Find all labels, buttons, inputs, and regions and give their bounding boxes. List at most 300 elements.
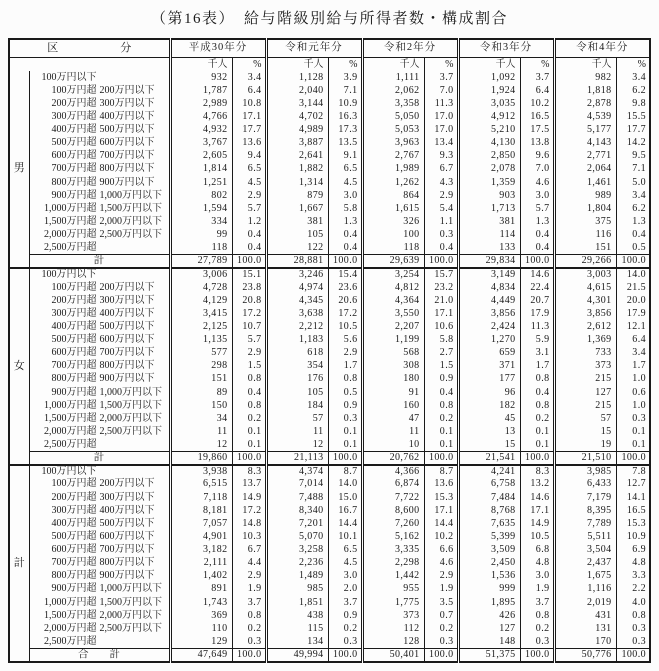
count-cell: 3,985 — [554, 465, 616, 478]
count-cell: 105 — [266, 386, 328, 399]
pct-cell: 0.2 — [520, 622, 554, 635]
pct-cell: 2.9 — [424, 189, 458, 202]
pct-cell: 0.5 — [328, 386, 362, 399]
count-cell: 298 — [170, 360, 232, 373]
pct-cell: 10.9 — [328, 97, 362, 110]
pct-cell: 0.3 — [424, 229, 458, 242]
count-cell: 8,395 — [554, 504, 616, 517]
count-cell: 1,402 — [170, 570, 232, 583]
row-label — [29, 360, 170, 373]
range-from: 300万円超 — [51, 504, 97, 516]
pct-cell: 9.5 — [616, 150, 650, 163]
range-to: 300万円以下 — [99, 294, 155, 306]
bracket-row — [9, 229, 650, 242]
range-from: 600万円超 — [51, 544, 97, 556]
count-cell: 129 — [170, 635, 232, 648]
count-cell: 8,340 — [266, 504, 328, 517]
pct-cell: 1.0 — [616, 399, 650, 412]
pct-cell: 6.4 — [520, 84, 554, 97]
count-cell: 6,758 — [458, 478, 520, 491]
pct-cell: 9.1 — [328, 150, 362, 163]
pct-cell: 9.8 — [616, 97, 650, 110]
count-cell: 864 — [362, 189, 424, 202]
count-cell: 50,401 — [362, 649, 424, 663]
count-cell: 426 — [458, 609, 520, 622]
bracket-row — [9, 386, 650, 399]
pct-cell: 0.8 — [232, 609, 266, 622]
count-cell: 4,989 — [266, 124, 328, 137]
pct-cell: 15.7 — [424, 268, 458, 281]
pct-cell: 0.2 — [232, 412, 266, 425]
range-from: 100万円以下 — [41, 268, 97, 280]
pct-cell: 13.5 — [328, 137, 362, 150]
count-cell: 118 — [170, 242, 232, 255]
count-cell: 8,768 — [458, 504, 520, 517]
count-cell: 99 — [170, 229, 232, 242]
row-label — [29, 635, 170, 648]
pct-cell: 4.0 — [616, 596, 650, 609]
pct-cell: 0.1 — [232, 439, 266, 452]
count-cell: 891 — [170, 583, 232, 596]
count-cell: 2,212 — [266, 320, 328, 333]
count-cell: 2,450 — [458, 557, 520, 570]
pct-cell: 0.8 — [328, 373, 362, 386]
range-to: 800万円以下 — [99, 163, 155, 175]
pct-cell: 3.0 — [328, 189, 362, 202]
row-label — [29, 137, 170, 150]
count-cell: 6,515 — [170, 478, 232, 491]
pct-cell: 100.0 — [616, 649, 650, 663]
bracket-row — [9, 163, 650, 176]
count-cell: 1,199 — [362, 334, 424, 347]
pct-cell: 2.2 — [616, 583, 650, 596]
pct-cell: 6.9 — [616, 544, 650, 557]
bracket-row — [9, 71, 650, 84]
pct-cell: 16.7 — [328, 504, 362, 517]
pct-cell: 17.7 — [232, 124, 266, 137]
pct-cell: 0.4 — [520, 386, 554, 399]
count-cell: 879 — [266, 189, 328, 202]
pct-cell: 4.5 — [328, 557, 362, 570]
range-from: 1,000万円超 — [44, 202, 97, 214]
pct-cell: 12.1 — [616, 320, 650, 333]
pct-cell: 5.7 — [520, 202, 554, 215]
count-cell: 1,675 — [554, 570, 616, 583]
range-from: 1,500万円超 — [44, 215, 97, 227]
total-label: 計 — [29, 452, 170, 465]
count-cell: 2,019 — [554, 596, 616, 609]
count-cell: 6,433 — [554, 478, 616, 491]
row-label — [29, 596, 170, 609]
pct-cell: 6.5 — [232, 163, 266, 176]
count-cell: 3,246 — [266, 268, 328, 281]
count-cell: 3,254 — [362, 268, 424, 281]
pct-cell: 0.8 — [520, 373, 554, 386]
pct-cell: 14.9 — [520, 517, 554, 530]
range-to: 1,000万円以下 — [99, 386, 162, 398]
count-cell: 3,856 — [554, 307, 616, 320]
pct-cell: 14.0 — [616, 268, 650, 281]
count-cell: 8,181 — [170, 504, 232, 517]
count-cell: 29,834 — [458, 255, 520, 268]
count-cell: 91 — [362, 386, 424, 399]
count-cell: 381 — [458, 215, 520, 228]
count-cell: 733 — [554, 347, 616, 360]
pct-cell: 0.8 — [616, 609, 650, 622]
pct-cell: 3.4 — [616, 347, 650, 360]
count-cell: 2,064 — [554, 163, 616, 176]
row-label — [29, 307, 170, 320]
pct-cell: 23.2 — [424, 281, 458, 294]
bracket-row — [9, 360, 650, 373]
group-label: 女 — [9, 268, 29, 465]
pct-cell: 4.4 — [232, 557, 266, 570]
pct-cell: 14.6 — [520, 268, 554, 281]
range-from: 300万円超 — [51, 110, 97, 122]
row-label — [29, 334, 170, 347]
count-cell: 1,743 — [170, 596, 232, 609]
row-label — [29, 609, 170, 622]
count-cell: 3,258 — [266, 544, 328, 557]
count-cell: 3,767 — [170, 137, 232, 150]
range-from: 100万円以下 — [41, 71, 97, 83]
total-label: 計 — [29, 255, 170, 268]
pct-cell: 3.4 — [232, 71, 266, 84]
row-label — [29, 530, 170, 543]
count-cell: 4,974 — [266, 281, 328, 294]
pct-cell: 8.7 — [424, 465, 458, 478]
count-cell: 110 — [170, 622, 232, 635]
pct-cell: 13.7 — [232, 478, 266, 491]
row-label — [29, 189, 170, 202]
unit-count-header: 千人 — [458, 58, 520, 72]
pct-cell: 1.3 — [616, 215, 650, 228]
pct-cell: 14.4 — [328, 517, 362, 530]
count-cell: 2,641 — [266, 150, 328, 163]
pct-cell: 0.8 — [520, 399, 554, 412]
unit-count-header: 千人 — [170, 58, 232, 72]
bracket-row — [9, 478, 650, 491]
row-label — [29, 347, 170, 360]
count-cell: 3,509 — [458, 544, 520, 557]
count-cell: 134 — [266, 635, 328, 648]
count-cell: 7,484 — [458, 491, 520, 504]
pct-cell: 1.9 — [232, 583, 266, 596]
range-from: 200万円超 — [51, 294, 97, 306]
count-cell: 11 — [362, 425, 424, 438]
count-cell: 375 — [554, 215, 616, 228]
pct-cell: 3.4 — [616, 71, 650, 84]
count-cell: 128 — [362, 635, 424, 648]
pct-cell: 5.0 — [616, 176, 650, 189]
count-cell: 2,207 — [362, 320, 424, 333]
range-from: 400万円超 — [51, 517, 97, 529]
bracket-row — [9, 412, 650, 425]
count-cell: 3,182 — [170, 544, 232, 557]
range-to: 2,000万円以下 — [99, 412, 162, 424]
pct-cell: 1.5 — [232, 360, 266, 373]
pct-cell: 15.3 — [424, 491, 458, 504]
unit-count-header: 千人 — [266, 58, 328, 72]
count-cell: 568 — [362, 347, 424, 360]
range-from: 2,000万円超 — [44, 229, 97, 241]
pct-cell: 0.4 — [424, 242, 458, 255]
count-cell: 4,901 — [170, 530, 232, 543]
bracket-row — [9, 307, 650, 320]
count-cell: 105 — [266, 229, 328, 242]
range-from: 2,000万円超 — [44, 425, 97, 437]
count-cell: 5,050 — [362, 110, 424, 123]
bracket-row — [9, 491, 650, 504]
count-cell: 1,787 — [170, 84, 232, 97]
year-header-row — [9, 39, 650, 58]
range-from: 800万円超 — [51, 176, 97, 188]
count-cell: 180 — [362, 373, 424, 386]
pct-cell: 15.3 — [616, 517, 650, 530]
pct-cell: 10.5 — [328, 320, 362, 333]
pct-cell: 3.7 — [520, 596, 554, 609]
count-cell: 2,424 — [458, 320, 520, 333]
count-cell: 3,003 — [554, 268, 616, 281]
range-to: 400万円以下 — [99, 110, 155, 122]
pct-cell: 9.4 — [232, 150, 266, 163]
page-title: （第16表） 給与階級別給与所得者数・構成割合 — [150, 11, 508, 27]
range-to: 1,500万円以下 — [99, 399, 162, 411]
count-cell: 12 — [266, 439, 328, 452]
range-from: 900万円超 — [51, 386, 97, 398]
row-label — [29, 320, 170, 333]
pct-cell: 0.1 — [616, 439, 650, 452]
range-from: 2,500万円超 — [44, 241, 97, 253]
count-cell: 1,804 — [554, 202, 616, 215]
pct-cell: 2.7 — [424, 347, 458, 360]
pct-cell: 20.6 — [328, 294, 362, 307]
pct-cell: 5.4 — [424, 202, 458, 215]
pct-cell: 3.1 — [520, 347, 554, 360]
count-cell: 2,111 — [170, 557, 232, 570]
range-from: 600万円超 — [51, 347, 97, 359]
pct-cell: 16.5 — [520, 110, 554, 123]
bracket-row — [9, 517, 650, 530]
count-cell: 4,449 — [458, 294, 520, 307]
pct-cell: 17.0 — [424, 110, 458, 123]
pct-cell: 1.9 — [424, 583, 458, 596]
count-cell: 133 — [458, 242, 520, 255]
pct-cell: 3.9 — [328, 71, 362, 84]
count-cell: 5,399 — [458, 530, 520, 543]
pct-cell: 13.6 — [424, 478, 458, 491]
count-cell: 2,612 — [554, 320, 616, 333]
pct-cell: 100.0 — [520, 649, 554, 663]
count-cell: 96 — [458, 386, 520, 399]
row-label — [29, 557, 170, 570]
count-cell: 5,162 — [362, 530, 424, 543]
pct-cell: 20.7 — [520, 294, 554, 307]
pct-cell: 0.8 — [424, 399, 458, 412]
pct-cell: 3.7 — [328, 596, 362, 609]
count-cell: 3,035 — [458, 97, 520, 110]
pct-cell: 15.1 — [232, 268, 266, 281]
count-cell: 1,128 — [266, 71, 328, 84]
pct-cell: 14.0 — [328, 478, 362, 491]
count-cell: 989 — [554, 189, 616, 202]
count-cell: 45 — [458, 412, 520, 425]
range-to: 900万円以下 — [99, 176, 155, 188]
count-cell: 29,639 — [362, 255, 424, 268]
pct-cell: 13.2 — [520, 478, 554, 491]
row-label — [29, 124, 170, 137]
count-cell: 7,179 — [554, 491, 616, 504]
pct-cell: 16.5 — [616, 504, 650, 517]
unit-pct-header: % — [232, 58, 266, 72]
pct-cell: 5.9 — [520, 334, 554, 347]
count-cell: 3,006 — [170, 268, 232, 281]
pct-cell: 17.2 — [232, 307, 266, 320]
unit-header-row — [9, 58, 650, 72]
pct-cell: 21.5 — [616, 281, 650, 294]
range-to: 900万円以下 — [99, 373, 155, 385]
pct-cell: 0.4 — [232, 386, 266, 399]
pct-cell: 0.9 — [328, 399, 362, 412]
count-cell: 49,994 — [266, 649, 328, 663]
row-label — [29, 268, 170, 281]
count-cell: 29,266 — [554, 255, 616, 268]
pct-cell: 7.0 — [520, 163, 554, 176]
pct-cell: 5.8 — [424, 334, 458, 347]
pct-cell: 14.6 — [520, 491, 554, 504]
pct-cell: 6.4 — [232, 84, 266, 97]
count-cell: 4,345 — [266, 294, 328, 307]
pct-cell: 10.3 — [232, 530, 266, 543]
count-cell: 1,989 — [362, 163, 424, 176]
count-cell: 1,882 — [266, 163, 328, 176]
count-cell: 4,702 — [266, 110, 328, 123]
count-cell: 177 — [458, 373, 520, 386]
row-label — [29, 84, 170, 97]
row-label — [29, 150, 170, 163]
pct-cell: 4.6 — [520, 176, 554, 189]
pct-cell: 100.0 — [328, 452, 362, 465]
bracket-row — [9, 242, 650, 255]
range-from: 400万円超 — [51, 320, 97, 332]
pct-cell: 10.9 — [616, 530, 650, 543]
row-label — [29, 425, 170, 438]
count-cell: 999 — [458, 583, 520, 596]
count-cell: 2,040 — [266, 84, 328, 97]
count-cell: 182 — [458, 399, 520, 412]
range-from: 1,000万円超 — [44, 596, 97, 608]
range-to: 700万円以下 — [99, 347, 155, 359]
pct-cell: 17.3 — [328, 124, 362, 137]
pct-cell: 100.0 — [328, 649, 362, 663]
pct-cell: 0.4 — [424, 386, 458, 399]
pct-cell: 8.3 — [520, 465, 554, 478]
count-cell: 21,113 — [266, 452, 328, 465]
pct-cell: 0.4 — [616, 229, 650, 242]
pct-cell: 0.3 — [616, 635, 650, 648]
count-cell: 4,834 — [458, 281, 520, 294]
year-header: 平成30年分 — [170, 39, 266, 58]
count-cell: 19 — [554, 439, 616, 452]
total-row — [9, 452, 650, 465]
pct-cell: 0.1 — [424, 439, 458, 452]
pct-cell: 11.3 — [424, 97, 458, 110]
pct-cell: 10.1 — [328, 530, 362, 543]
pct-cell: 0.2 — [424, 622, 458, 635]
pct-cell: 2.9 — [232, 347, 266, 360]
pct-cell: 5.8 — [328, 202, 362, 215]
range-to: 800万円以下 — [99, 360, 155, 372]
pct-cell: 23.8 — [232, 281, 266, 294]
count-cell: 4,539 — [554, 110, 616, 123]
pct-cell: 17.2 — [328, 307, 362, 320]
range-to: 700万円以下 — [99, 544, 155, 556]
range-from: 1,500万円超 — [44, 609, 97, 621]
pct-cell: 10.5 — [520, 530, 554, 543]
count-cell: 34 — [170, 412, 232, 425]
bracket-row — [9, 530, 650, 543]
bracket-row — [9, 504, 650, 517]
pct-cell: 15.5 — [616, 110, 650, 123]
range-from: 800万円超 — [51, 570, 97, 582]
count-cell: 127 — [554, 386, 616, 399]
pct-cell: 1.7 — [616, 360, 650, 373]
pct-cell: 0.1 — [232, 425, 266, 438]
total-row — [9, 649, 650, 663]
range-to: 200万円以下 — [99, 281, 155, 293]
unit-header-blank — [9, 58, 170, 72]
pct-cell: 1.7 — [328, 360, 362, 373]
bracket-row — [9, 596, 650, 609]
count-cell: 7,635 — [458, 517, 520, 530]
count-cell: 431 — [554, 609, 616, 622]
bracket-row — [9, 373, 650, 386]
pct-cell: 0.2 — [232, 622, 266, 635]
bracket-row — [9, 583, 650, 596]
pct-cell: 7.1 — [328, 84, 362, 97]
range-to: 200万円以下 — [99, 84, 155, 96]
pct-cell: 2.9 — [424, 570, 458, 583]
range-to: 700万円以下 — [99, 150, 155, 162]
count-cell: 176 — [266, 373, 328, 386]
count-cell: 184 — [266, 399, 328, 412]
pct-cell: 100.0 — [424, 452, 458, 465]
pct-cell: 3.7 — [424, 71, 458, 84]
count-cell: 4,130 — [458, 137, 520, 150]
pct-cell: 100.0 — [424, 649, 458, 663]
count-cell: 50,776 — [554, 649, 616, 663]
pct-cell: 0.1 — [520, 425, 554, 438]
count-cell: 1,536 — [458, 570, 520, 583]
count-cell: 118 — [362, 242, 424, 255]
group-label: 男 — [9, 71, 29, 268]
row-label — [29, 544, 170, 557]
count-cell: 802 — [170, 189, 232, 202]
pct-cell: 9.6 — [520, 150, 554, 163]
count-cell: 12 — [170, 439, 232, 452]
count-cell: 3,144 — [266, 97, 328, 110]
row-label — [29, 176, 170, 189]
range-to: 800万円以下 — [99, 557, 155, 569]
pct-cell: 8.3 — [232, 465, 266, 478]
count-cell: 4,366 — [362, 465, 424, 478]
pct-cell: 3.5 — [424, 596, 458, 609]
count-cell: 3,149 — [458, 268, 520, 281]
count-cell: 1,818 — [554, 84, 616, 97]
count-cell: 10 — [362, 439, 424, 452]
count-cell: 985 — [266, 583, 328, 596]
pct-cell: 1.3 — [520, 215, 554, 228]
